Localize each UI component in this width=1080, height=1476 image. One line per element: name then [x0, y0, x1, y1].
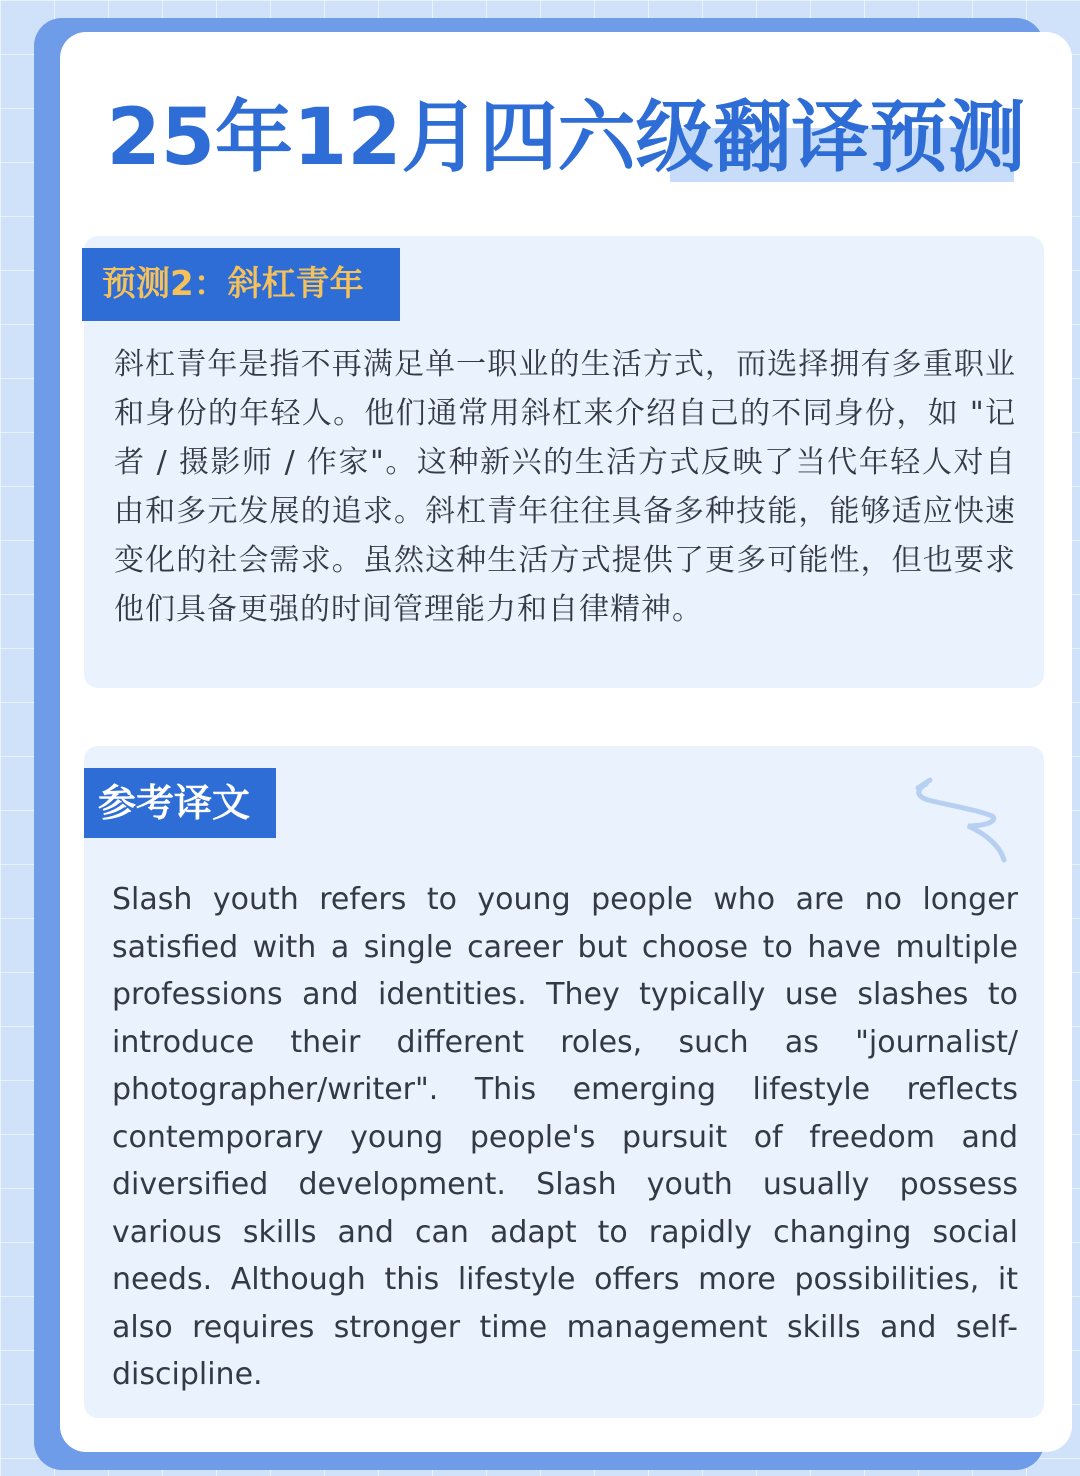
prediction-label: 预测2：斜杠青年 [82, 248, 400, 321]
squiggle-decoration-icon [908, 776, 1012, 866]
reference-label: 参考译文 [84, 768, 276, 838]
reference-text: Slash youth refers to young people who are no longer satisfied with a single career but choose to have multiple professions and identities. They typically use slashes to introduce their different roles, such as "journalist/ photographer/writer". This emerging lifestyle reflects contemporary young people's pursuit of freedom and diversified development. Slash youth usually possess various skills and can adapt to rapidly changing social needs. Although this lifestyle offers more possibilities, it also requires stronger time management skills and self-discipline. [112, 882, 1018, 1392]
page-title: 25年12月四六级翻译预测 [106, 93, 1026, 183]
prediction-text: 斜杠青年是指不再满足单一职业的生活方式，而选择拥有多重职业和身份的年轻人。他们通常用斜杠来介绍自己的不同身份，如 "记者 / 摄影师 / 作家"。这种新兴的生活方式反映了当代年轻人对自由和多元发展的追求。斜杠青年往往具备多种技能，能够适应快速变化的社会需求。虽然这种生活方式提供了更多可能性，但也要求他们具备更强的时间管理能力和自律精神。 [114, 347, 1016, 627]
